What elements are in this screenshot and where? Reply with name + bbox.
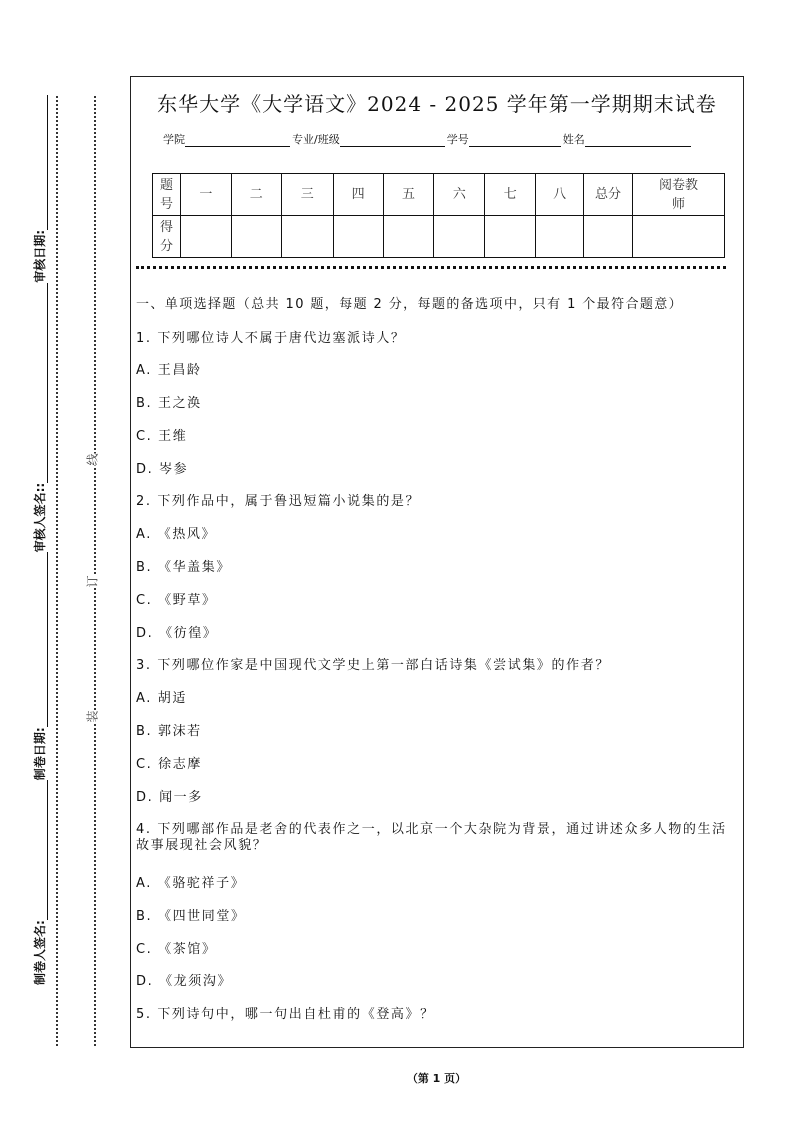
option: D. 《龙须沟》 — [136, 974, 233, 989]
question-stem: 5. 下列诗句中，哪一句出自杜甫的《登高》？ — [136, 1007, 435, 1022]
binding-mark-ding: 订 — [85, 575, 100, 588]
option: B. 郭沫若 — [136, 724, 202, 739]
preparation-date-label: 制卷日期: — [33, 727, 47, 781]
question-stem: 3. 下列哪位作家是中国现代文学史上第一部白话诗集《尝试集》的作者？ — [136, 658, 610, 673]
option: D. 岑参 — [136, 462, 189, 477]
score-cell[interactable] — [584, 216, 633, 258]
question-stem: 2. 下列作品中，属于鲁迅短篇小说集的是？ — [136, 494, 421, 509]
score-cell[interactable] — [333, 216, 383, 258]
table-header-cell: 四 — [333, 174, 383, 216]
page-title: 东华大学《大学语文》2024 - 2025 学年第一学期期末试卷 — [157, 92, 717, 116]
section-heading: 一、单项选择题（总共 10 题，每题 2 分，每题的备选项中，只有 1 个最符合题意） — [136, 297, 684, 312]
reviewer-signature-label: 审核人签名:: — [33, 482, 47, 553]
table-header-cell: 二 — [231, 174, 281, 216]
margin-signature-strip — [30, 95, 48, 1045]
score-cell[interactable] — [536, 216, 584, 258]
student-id-field[interactable] — [469, 132, 561, 147]
score-cell[interactable] — [434, 216, 485, 258]
binding-mark-zhuang: 装 — [85, 710, 100, 723]
score-table — [152, 173, 725, 258]
option: C. 王维 — [136, 429, 188, 444]
option: A. 《热风》 — [136, 527, 217, 542]
score-cell[interactable] — [281, 216, 333, 258]
score-cell[interactable] — [633, 216, 725, 258]
margin-dotted-line — [56, 96, 58, 1046]
score-cell[interactable] — [231, 216, 281, 258]
option: C. 《野草》 — [136, 593, 217, 608]
review-date-field[interactable] — [38, 95, 48, 230]
question-stem: 1. 下列哪位诗人不属于唐代边塞派诗人？ — [136, 331, 406, 346]
table-header-cell: 一 — [180, 174, 231, 216]
name-field[interactable] — [585, 132, 691, 147]
table-header-cell: 七 — [485, 174, 536, 216]
name-label: 姓名 — [562, 133, 585, 146]
major-class-label: 专业/班级 — [292, 133, 340, 146]
option: A. 王昌龄 — [136, 363, 202, 378]
score-cell[interactable] — [383, 216, 434, 258]
page-number: （第 1 页） — [406, 1072, 467, 1085]
score-row — [153, 216, 725, 258]
option: B. 《四世同堂》 — [136, 909, 246, 924]
option: C. 《茶馆》 — [136, 942, 217, 957]
table-header-cell: 总分 — [584, 174, 633, 216]
score-cell[interactable] — [485, 216, 536, 258]
table-header-cell: 题号 — [153, 174, 181, 216]
binding-dotted-line — [94, 96, 96, 1046]
question-stem: 4. 下列哪部作品是老舍的代表作之一，以北京一个大杂院为背景，通过讲述众多人物的生活故事展现社会风貌？ — [136, 822, 727, 853]
option: D. 《彷徨》 — [136, 626, 218, 641]
preparer-signature-label: 制卷人签名: — [33, 920, 47, 985]
table-header-cell: 五 — [383, 174, 434, 216]
option: C. 徐志摩 — [136, 757, 202, 772]
table-header-cell: 三 — [281, 174, 333, 216]
option: B. 王之涣 — [136, 396, 202, 411]
preparer-signature-field[interactable] — [38, 780, 48, 920]
preparation-date-field[interactable] — [38, 552, 48, 727]
option: A. 《骆驼祥子》 — [136, 876, 246, 891]
table-header-cell: 八 — [536, 174, 584, 216]
score-row-label: 得分 — [153, 216, 181, 258]
major-class-field[interactable] — [340, 132, 445, 147]
separator-dotted-line — [136, 266, 726, 269]
option: A. 胡适 — [136, 691, 187, 706]
table-header-cell: 六 — [434, 174, 485, 216]
table-header-cell: 阅卷教师 — [633, 174, 725, 216]
student-id-label: 学号 — [446, 133, 469, 146]
binding-mark-xian: 线 — [85, 453, 100, 466]
college-field[interactable] — [185, 132, 290, 147]
question-number-row — [153, 174, 725, 216]
option: B. 《华盖集》 — [136, 560, 231, 575]
score-cell[interactable] — [180, 216, 231, 258]
option: D. 闻一多 — [136, 790, 203, 805]
college-label: 学院 — [163, 133, 185, 146]
student-info — [163, 131, 693, 147]
reviewer-signature-field[interactable] — [38, 283, 48, 483]
review-date-label: 审核日期: — [33, 229, 47, 283]
